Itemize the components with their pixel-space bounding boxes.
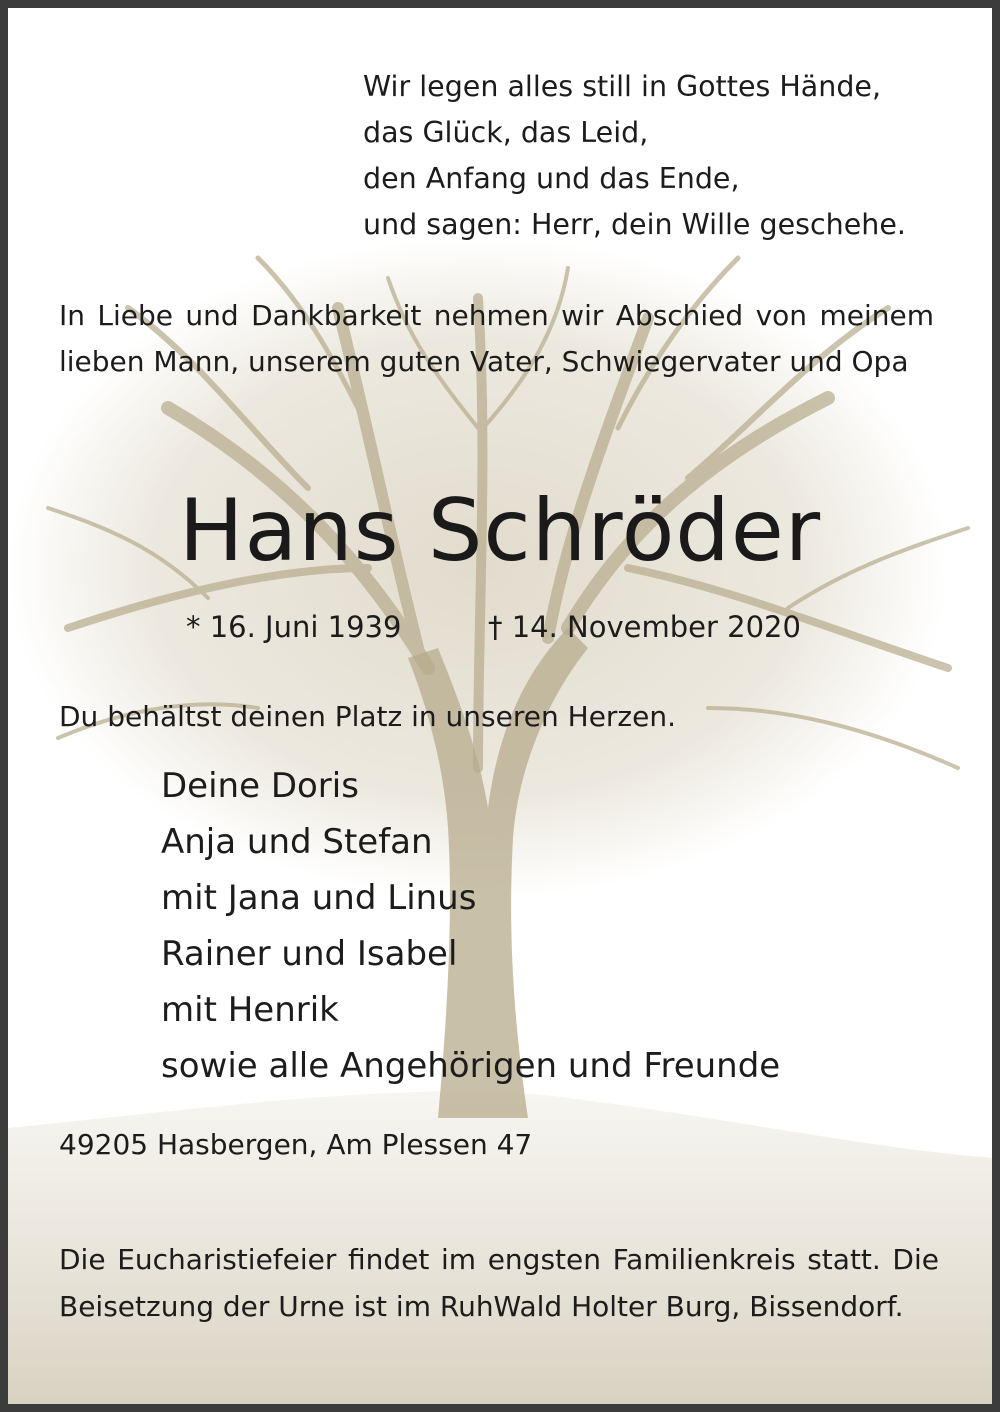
mourners-list [161, 758, 780, 1094]
mourner-line: Rainer und Isabel [161, 934, 458, 974]
address-line: 49205 Hasbergen, Am Plessen 47 [59, 1128, 533, 1161]
birth-date: * 16. Juni 1939 [186, 610, 402, 644]
deceased-name: Hans Schröder [178, 481, 822, 581]
poem-line: und sagen: Herr, dein Wille geschehe. [363, 208, 906, 241]
poem-verse [363, 64, 963, 248]
poem-line: Wir legen alles still in Gottes Hände, [363, 70, 882, 103]
service-information: Die Eucharistiefeier findet im engsten Familienkreis statt. Die Beisetzung der Urne ist im RuhWald Holter Burg, Bissendorf. [59, 1243, 939, 1323]
death-date: † 14. November 2020 [488, 610, 801, 644]
poem-line: den Anfang und das Ende, [363, 162, 740, 195]
mourner-line: Anja und Stefan [161, 822, 433, 862]
mourner-line: Deine Doris [161, 766, 359, 806]
obituary-notice [8, 8, 992, 1404]
poem-line: das Glück, das Leid, [363, 116, 649, 149]
intro-paragraph: In Liebe und Dankbarkeit nehmen wir Abschied von meinem lieben Mann, unserem guten Vater, Schwiegervater und Opa [59, 299, 934, 378]
farewell-line: Du behältst deinen Platz in unseren Herzen. [59, 700, 676, 733]
mourner-line: mit Henrik [161, 990, 339, 1030]
mourner-line: mit Jana und Linus [161, 878, 477, 918]
mourner-line: sowie alle Angehörigen und Freunde [161, 1046, 781, 1086]
